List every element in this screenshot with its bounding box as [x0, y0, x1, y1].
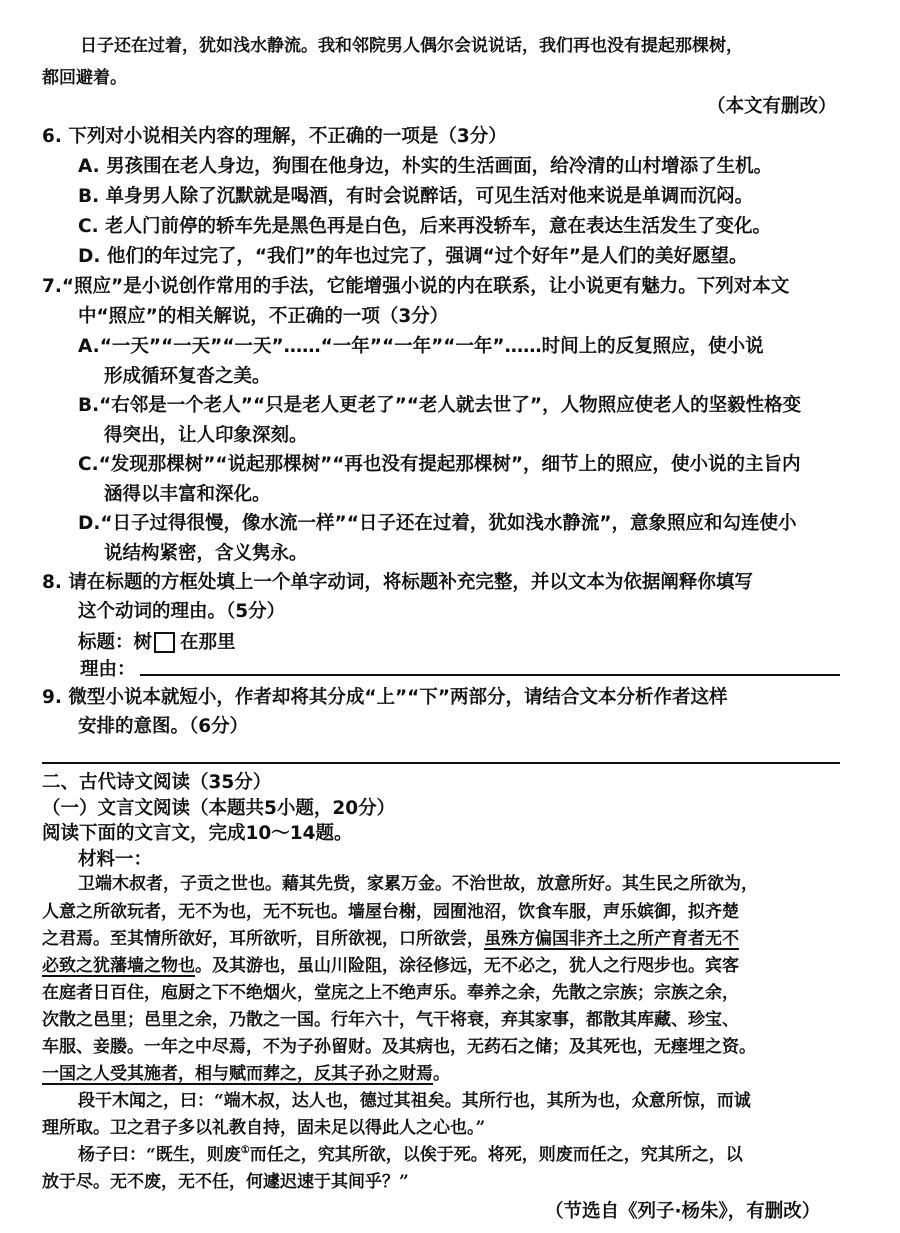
passage-text: 杨子曰：“既生，则废 — [78, 1145, 241, 1165]
passage-line — [78, 1147, 743, 1164]
title-fill-row — [78, 632, 236, 653]
title-suffix: 在那里 — [180, 632, 236, 653]
underlined-sentence: 必致之犹藩墙之物也 — [42, 956, 195, 976]
passage-line — [42, 958, 739, 975]
question-7-stem: 7.“照应”是小说创作常用的手法，它能增强小说的内在联系，让小说更有魅力。下列对本文 — [42, 276, 790, 297]
underlined-sentence: 一国之人受其施者，相与赋而葬之，反其子孙之财焉 — [42, 1064, 433, 1084]
question-6-option-c: C. 老人门前停的轿车先是黑色再是白色，后来再没轿车，意在表达生活发生了变化。 — [78, 216, 772, 237]
passage-text: 。及其游也，虽山川险阻，涂径修远，无不必之，犹人之行咫步也。宾客 — [195, 956, 739, 976]
story-text-line: 都回避着。 — [42, 68, 127, 88]
passage-line: 在庭者日百住，庖厨之下不绝烟火，堂庑之上不绝声乐。奉养之余，先散之宗族；宗族之余， — [42, 983, 739, 1003]
question-6-stem: 6. 下列对小说相关内容的理解，不正确的一项是（3分） — [42, 126, 507, 147]
answer-blank-box[interactable] — [154, 632, 175, 653]
story-text-line: 日子还在过着，犹如浅水静流。我和邻院男人偶尔会说说话，我们再也没有提起那棵树， — [80, 36, 743, 56]
reason-label: 理由： — [80, 659, 136, 680]
subsection-heading: （一）文言文阅读（本题共5小题，20分） — [42, 798, 396, 819]
passage-text: 之君焉。至其情所欲好，耳所欲听，目所欲视，口所欲尝， — [42, 929, 484, 949]
passage-line — [42, 1066, 450, 1083]
passage-line: 车服、妾媵。一年之中尽焉，不为子孙留财。及其病也，无药石之储；及其死也，无瘗埋之资。 — [42, 1037, 756, 1057]
question-8-stem: 8. 请在标题的方框处填上一个单字动词，将标题补充完整，并以文本为依据阐释你填写 — [42, 572, 753, 593]
question-9-stem: 安排的意图。（6分） — [78, 716, 249, 737]
material-label: 材料一： — [78, 849, 153, 870]
passage-line: 理所取。卫之君子多以礼教自持，固未足以得此人之心也。” — [42, 1118, 486, 1138]
question-7-option-d: D.“日子过得很慢，像水流一样”“日子还在过着，犹如浅水静流”，意象照应和勾连使小 — [78, 513, 797, 534]
reading-instruction: 阅读下面的文言文，完成10～14题。 — [42, 823, 353, 844]
question-6-option-a: A. 男孩围在老人身边，狗围在他身边，朴实的生活画面，给冷清的山村增添了生机。 — [78, 156, 773, 177]
passage-line: 卫端木叔者，子贡之世也。藉其先赀，家累万金。不治世故，放意所好。其生民之所欲为， — [78, 874, 758, 894]
question-7-option-d: 说结构紧密，含义隽永。 — [104, 543, 308, 564]
passage-line: 放于尽。无不废，无不任，何遽迟速于其间乎？” — [42, 1172, 409, 1192]
question-7-option-c: C.“发现那棵树”“说起那棵树”“再也没有提起那棵树”，细节上的照应，使小说的主旨内 — [78, 454, 801, 475]
passage-text: 而任之，究其所欲，以俟于死。将死，则废而任之，究其所之，以 — [249, 1145, 743, 1165]
question-6-option-d: D. 他们的年过完了，“我们”的年也过完了，强调“过个好年”是人们的美好愿望。 — [78, 246, 748, 267]
question-7-option-b: B.“右邻是一个老人”“只是老人更老了”“老人就去世了”，人物照应使老人的坚毅性格变 — [78, 395, 802, 416]
passage-line: 段干木闻之，曰：“端木叔，达人也，德过其祖矣。其所行也，其所为也，众意所惊，而诚 — [78, 1091, 751, 1111]
reason-answer-line[interactable] — [140, 674, 840, 676]
question-8-stem: 这个动词的理由。（5分） — [78, 601, 286, 622]
passage-line: 次散之邑里；邑里之余，乃散之一国。行年六十，气干将衰，弃其家事，都散其库藏、珍宝、 — [42, 1010, 739, 1030]
question-7-stem: 中“照应”的相关解说，不正确的一项（3分） — [78, 306, 449, 327]
question-6-option-b: B. 单身男人除了沉默就是喝酒，有时会说醉话，可见生活对他来说是单调而沉闷。 — [78, 186, 754, 207]
footnote-marker: ① — [240, 1145, 250, 1156]
passage-line: 人意之所欲玩者，无不为也，无不玩也。墙屋台榭，园囿池沼，饮食车服，声乐嫔御，拟齐楚 — [42, 902, 739, 922]
question-7-option-a: 形成循环复沓之美。 — [104, 366, 271, 387]
question-7-option-b: 得突出，让人印象深刻。 — [104, 425, 308, 446]
revision-note: （本文有删改） — [707, 96, 837, 117]
passage-source: （节选自《列子·杨朱》，有删改） — [545, 1201, 821, 1222]
question-7-option-a: A.“一天”“一天”“一天”……“一年”“一年”“一年”……时间上的反复照应，使小说 — [78, 336, 764, 357]
passage-line — [42, 931, 739, 948]
underlined-sentence: 虽殊方偏国非齐土之所产育者无不 — [484, 929, 739, 949]
question-9-stem: 9. 微型小说本就短小，作者却将其分成“上”“下”两部分，请结合文本分析作者这样 — [42, 687, 728, 708]
question-7-option-c: 涵得以丰富和深化。 — [104, 484, 271, 505]
section-divider — [42, 762, 840, 764]
title-prefix: 标题：树 — [78, 632, 153, 653]
section-heading: 二、古代诗文阅读（35分） — [42, 772, 272, 793]
passage-text: 。 — [433, 1064, 450, 1084]
